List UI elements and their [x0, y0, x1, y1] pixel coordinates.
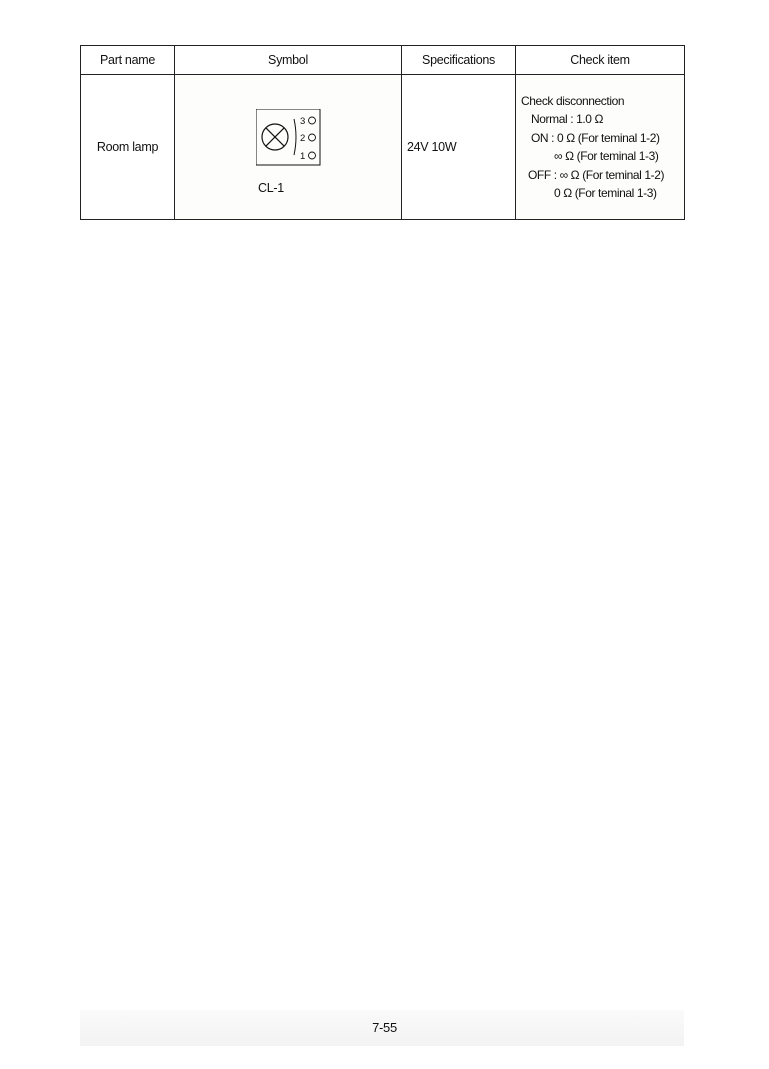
- spec-table: [80, 45, 685, 220]
- header-check-item: Check item: [516, 46, 685, 75]
- check-line-normal: Normal : 1.0 Ω: [531, 112, 604, 126]
- check-line-on-1-2: ON : 0 Ω (For teminal 1-2): [531, 130, 660, 145]
- specifications-cell: 24V 10W: [402, 75, 516, 220]
- page-number: 7-55: [372, 1020, 397, 1035]
- check-line-off-1-2: OFF : ∞ Ω (For teminal 1-2): [528, 167, 665, 182]
- terminal-1-icon: [309, 152, 316, 159]
- check-title: Check disconnection: [521, 93, 625, 108]
- table-row: [81, 75, 685, 220]
- symbol-cell: [175, 75, 402, 220]
- terminal-3-label: 3: [300, 116, 305, 127]
- header-specifications: Specifications: [402, 46, 516, 75]
- part-name-cell: Room lamp: [81, 75, 175, 220]
- symbol-caption: CL-1: [258, 181, 284, 195]
- terminal-1-label: 1: [300, 151, 305, 162]
- terminal-2-icon: [309, 134, 316, 141]
- check-line-on-1-3: ∞ Ω (For teminal 1-3): [554, 149, 659, 163]
- check-item-cell: [516, 75, 685, 220]
- check-line-off-1-3: 0 Ω (For teminal 1-3): [554, 186, 657, 200]
- terminal-3-icon: [309, 117, 316, 124]
- table-header-row: [81, 46, 685, 75]
- header-part-name: Part name: [81, 46, 175, 75]
- terminal-2-label: 2: [300, 133, 305, 144]
- lamp-symbol-icon: [256, 109, 326, 179]
- header-symbol: Symbol: [175, 46, 402, 75]
